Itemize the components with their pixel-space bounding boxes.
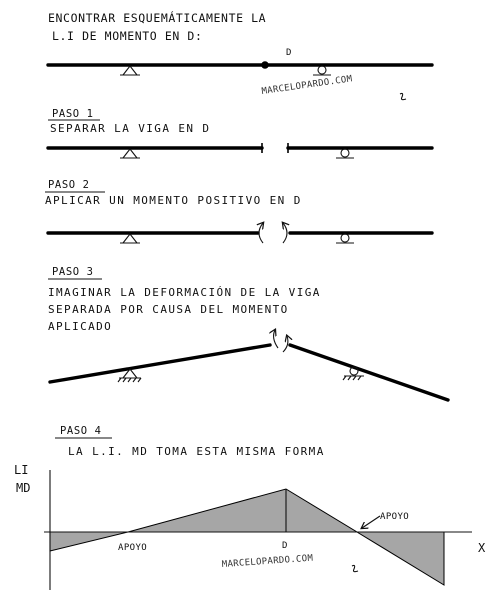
moment-arrow-left-icon	[274, 330, 278, 348]
pin-support-icon	[120, 149, 140, 158]
moment-arrow-right-icon	[283, 223, 287, 243]
watermark-top: MARCELOPARDO.COM	[261, 74, 354, 97]
negative-area-right	[357, 532, 444, 585]
deformed-beam-right	[290, 345, 448, 400]
step-4	[55, 425, 325, 458]
step-2-text: APLICAR UN MOMENTO POSITIVO EN D	[45, 194, 302, 207]
header-line-1: ENCONTRAR ESQUEMÁTICAMENTE LA	[48, 11, 267, 25]
watermark-flourish-icon	[352, 565, 358, 571]
step-2-title: PASO 2	[48, 179, 90, 191]
step-2	[45, 179, 432, 243]
point-d-marker	[261, 61, 269, 69]
original-beam	[48, 48, 432, 100]
y-axis-label-line-2: MD	[16, 481, 31, 495]
support-right-label: APOYO	[380, 512, 410, 522]
step-3-text-3: APLICADO	[48, 320, 113, 333]
step-4-title: PASO 4	[60, 425, 102, 437]
step-1-title: PASO 1	[52, 108, 94, 120]
roller-support-icon	[336, 234, 354, 243]
step-3-text-2: SEPARADA POR CAUSA DEL MOMENTO	[48, 303, 289, 316]
step-3-text-1: IMAGINAR LA DEFORMACIÓN DE LA VIGA	[48, 286, 321, 299]
deformed-beam-left	[50, 345, 270, 382]
watermark-flourish-icon	[400, 93, 406, 99]
influence-line-graph	[14, 463, 486, 590]
support-left-label: APOYO	[118, 543, 148, 553]
pin-support-icon	[120, 234, 140, 243]
roller-support-icon	[336, 149, 354, 158]
step-4-text: LA L.I. MD TOMA ESTA MISMA FORMA	[68, 445, 325, 458]
step-3-title: PASO 3	[52, 266, 94, 278]
step-1-text: SEPARAR LA VIGA EN D	[50, 122, 211, 135]
positive-area	[128, 489, 357, 532]
y-axis-label-line-1: LI	[14, 463, 29, 477]
graph-point-d-label: D	[282, 541, 288, 551]
point-d-label: D	[286, 48, 292, 58]
x-axis-label: X	[478, 541, 486, 555]
moment-arrow-right-icon	[283, 336, 288, 352]
step-1	[48, 108, 432, 158]
watermark-bottom: MARCELOPARDO.COM	[221, 553, 314, 570]
header-line-2: L.I DE MOMENTO EN D:	[52, 29, 203, 43]
support-right-arrow-icon	[362, 516, 380, 528]
negative-area-left	[50, 532, 128, 551]
step-3	[48, 266, 448, 400]
pin-support-icon	[120, 66, 140, 75]
roller-support-icon	[313, 66, 331, 75]
